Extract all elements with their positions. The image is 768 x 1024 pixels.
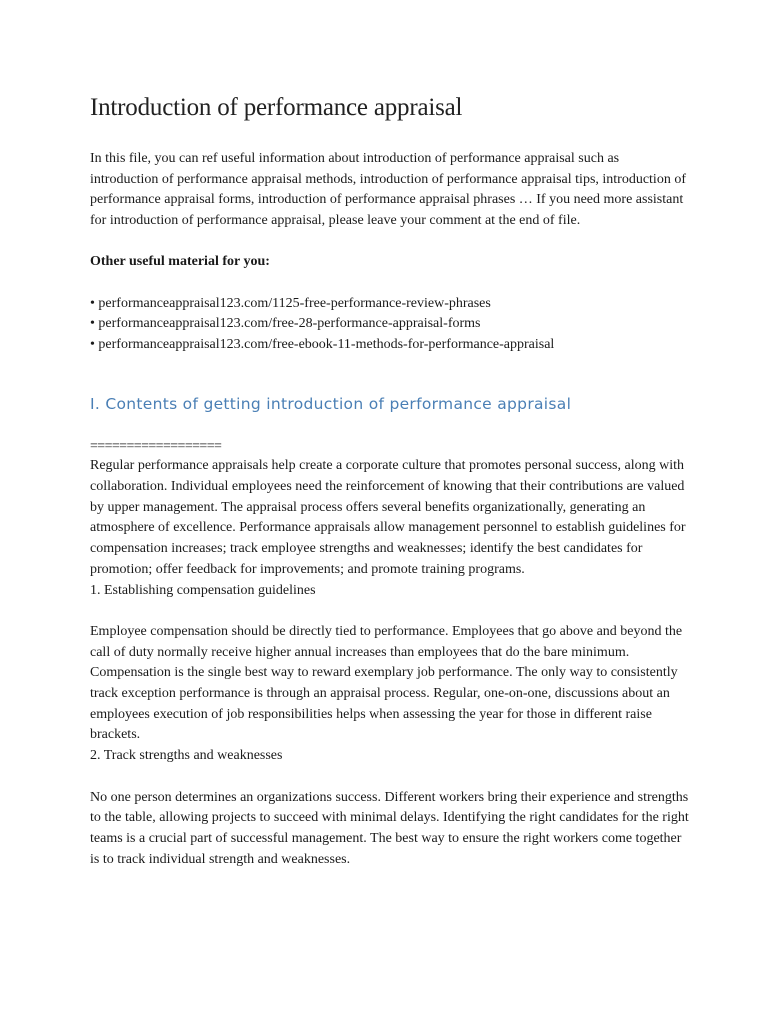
blank-line [90,767,690,788]
other-material-heading: Other useful material for you: [90,253,270,269]
item2-title: 2. Track strengths and weaknesses [90,748,283,764]
document-page [90,92,690,870]
document-title: Introduction of performance appraisal [90,94,463,121]
item1-title: 1. Establishing compensation guidelines [90,582,316,598]
useful-link-item[interactable]: • performanceappraisal123.com/1125-free-performance-review-phrases [90,295,491,311]
intro-paragraph: In this file, you can ref useful information about introduction of performance appraisal such as introduction of performance appraisal methods, introduction of performance appraisal tips, introduction of performance appraisal forms, introduction of performance appraisal phrases … If you need more assistant for introduction of performance appraisal, please leave your comment at the end of file. [90,151,686,229]
item2-body: No one person determines an organizations success. Different workers bring their experience and strengths to the table, allowing projects to succeed with minimal delays. Identifying the right candidates for the right teams is a crucial part of successful management. The best way to ensure the right workers come together is to track individual strength and weaknesses. [90,789,689,867]
item1-body: Employee compensation should be directly tied to performance. Employees that go above and beyond the call of duty normally receive higher annual increases than employees that do the bare minimum. Compensation is the single best way to reward exemplary job performance. The only way to consistently track exception performance is through an appraisal process. Regular, one-on-one, discussions about an employees execution of job responsibilities helps when assessing the year for those in different raise brackets. [90,623,683,743]
useful-link-item[interactable]: • performanceappraisal123.com/free-28-performance-appraisal-forms [90,316,481,332]
section-heading: I. Contents of getting introduction of performance appraisal [90,395,572,414]
useful-links-list [90,294,690,356]
divider-line: ================== [90,439,222,455]
useful-link-item[interactable]: • performanceappraisal123.com/free-ebook-11-methods-for-performance-appraisal [90,336,555,352]
section-paragraph: Regular performance appraisals help create a corporate culture that promotes personal success, along with collaboration. Individual employees need the reinforcement of knowing that their contributions are valued by upper management. The appraisal process offers several benefits organizationally, generating an atmosphere of excellence. Performance appraisals allow management personnel to establish guidelines for compensation increases; track employee strengths and weaknesses; identify the best candidates for promotion; offer feedback for improvements; and promote training programs. [90,458,686,577]
blank-line [90,601,690,622]
